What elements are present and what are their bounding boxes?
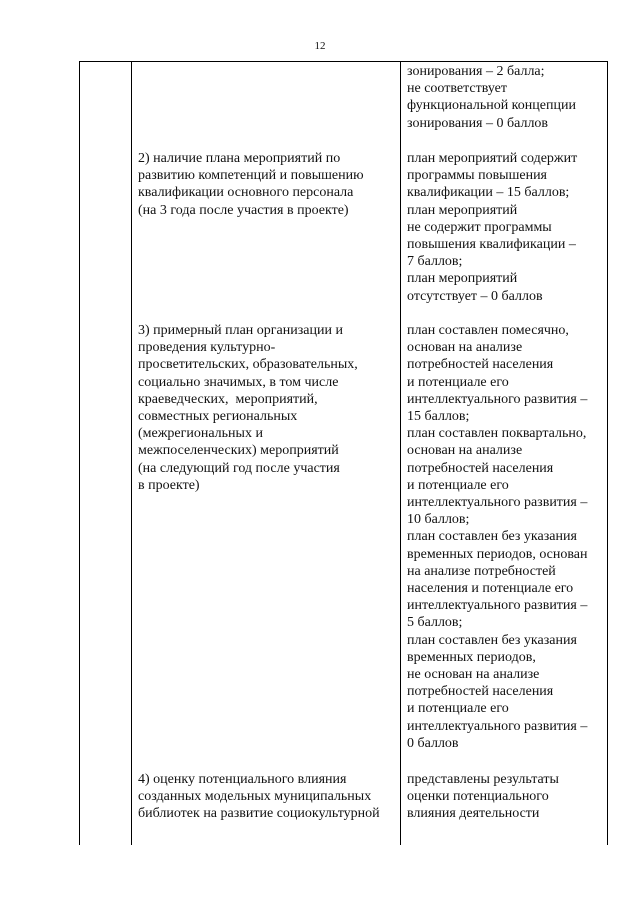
scoring-line: не содержит программы xyxy=(407,219,552,235)
criterion-line: библиотек на развитие социокультурной xyxy=(138,806,380,822)
scoring-line: временных периодов, xyxy=(407,649,536,665)
scoring-line: 0 баллов xyxy=(407,735,459,751)
scoring-line: план мероприятий содержит xyxy=(407,151,578,166)
criterion-line: 2) наличие плана мероприятий по xyxy=(138,151,341,166)
scoring-line: повышения квалификации – xyxy=(407,237,576,252)
scoring-line: потребностей населения xyxy=(407,357,554,373)
scoring-line: не основан на анализе xyxy=(407,667,540,682)
scoring-line: интеллектуального развития – xyxy=(407,718,588,734)
scoring-line: план составлен помесячно, xyxy=(407,323,569,338)
criterion-line: созданных модельных муниципальных xyxy=(138,789,372,805)
table-border-right xyxy=(607,61,608,845)
scoring-line: и потенциале его xyxy=(407,477,509,493)
scoring-line: 5 баллов; xyxy=(407,615,463,631)
scoring-line: потребностей населения xyxy=(407,460,554,476)
criterion-line: (на 3 года после участия в проекте) xyxy=(138,202,349,218)
criterion-line: проведения культурно- xyxy=(138,340,276,356)
scoring-line: 7 баллов; xyxy=(407,254,463,270)
criterion-line: межпоселенческих) мероприятий xyxy=(138,443,339,459)
criterion-line: 4) оценку потенциального влияния xyxy=(138,772,347,787)
scoring-line: программы повышения xyxy=(407,168,547,184)
scoring-line: интеллектуального развития – xyxy=(407,598,588,614)
scoring-line: основан на анализе xyxy=(407,443,523,459)
column-divider-2 xyxy=(400,61,401,845)
scoring-line: интеллектуального развития – xyxy=(407,495,588,510)
scoring-line: основан на анализе xyxy=(407,340,523,356)
criterion-line: социально значимых, в том числе xyxy=(138,374,339,390)
criterion-line: просветительских, образовательных, xyxy=(138,357,358,373)
scoring-line: и потенциале его xyxy=(407,701,509,717)
scoring-line: план мероприятий xyxy=(407,202,518,218)
page-number: 12 xyxy=(314,40,326,52)
criterion-line: (межрегиональных и xyxy=(138,426,263,442)
scoring-line: 10 баллов; xyxy=(407,512,470,528)
criterion-line: краеведческих, мероприятий, xyxy=(138,391,318,407)
criterion-line: 3) примерный план организации и xyxy=(138,323,343,338)
scoring-line: отсутствует – 0 баллов xyxy=(407,288,543,304)
scoring-line: план составлен без указания xyxy=(407,632,577,648)
criterion-line: (на следующий год после участия xyxy=(138,460,340,476)
scoring-line: оценки потенциального xyxy=(407,789,549,805)
table-top-border xyxy=(79,61,608,62)
scoring-line: потребностей населения xyxy=(407,684,554,700)
scoring-line: план составлен без указания xyxy=(407,529,577,545)
scoring-line: 15 баллов; xyxy=(407,409,470,424)
scoring-line: временных периодов, основан xyxy=(407,546,588,562)
scoring-line: интеллектуального развития – xyxy=(407,391,588,407)
table-border-left xyxy=(79,61,80,845)
scoring-line: не соответствует xyxy=(407,81,507,97)
scoring-line: зонирования – 0 баллов xyxy=(407,115,549,131)
criterion-line: развитию компетенций и повышению xyxy=(138,168,364,184)
scoring-line: и потенциале его xyxy=(407,374,509,390)
scoring-line: влияния деятельности xyxy=(407,806,540,822)
column-divider-1 xyxy=(131,61,132,845)
scoring-line: функциональной концепции xyxy=(407,98,576,114)
criterion-line: в проекте) xyxy=(138,477,200,493)
criterion-line: квалификации основного персонала xyxy=(138,185,354,201)
scoring-line: план составлен поквартально, xyxy=(407,426,587,442)
scoring-line: зонирования – 2 балла; xyxy=(407,64,545,79)
criterion-line: совместных региональных xyxy=(138,409,298,424)
scoring-line: представлены результаты xyxy=(407,772,559,787)
scoring-line: квалификации – 15 баллов; xyxy=(407,185,570,201)
scoring-line: план мероприятий xyxy=(407,271,518,287)
scoring-line: населения и потенциале его xyxy=(407,581,574,596)
scoring-line: на анализе потребностей xyxy=(407,563,556,579)
